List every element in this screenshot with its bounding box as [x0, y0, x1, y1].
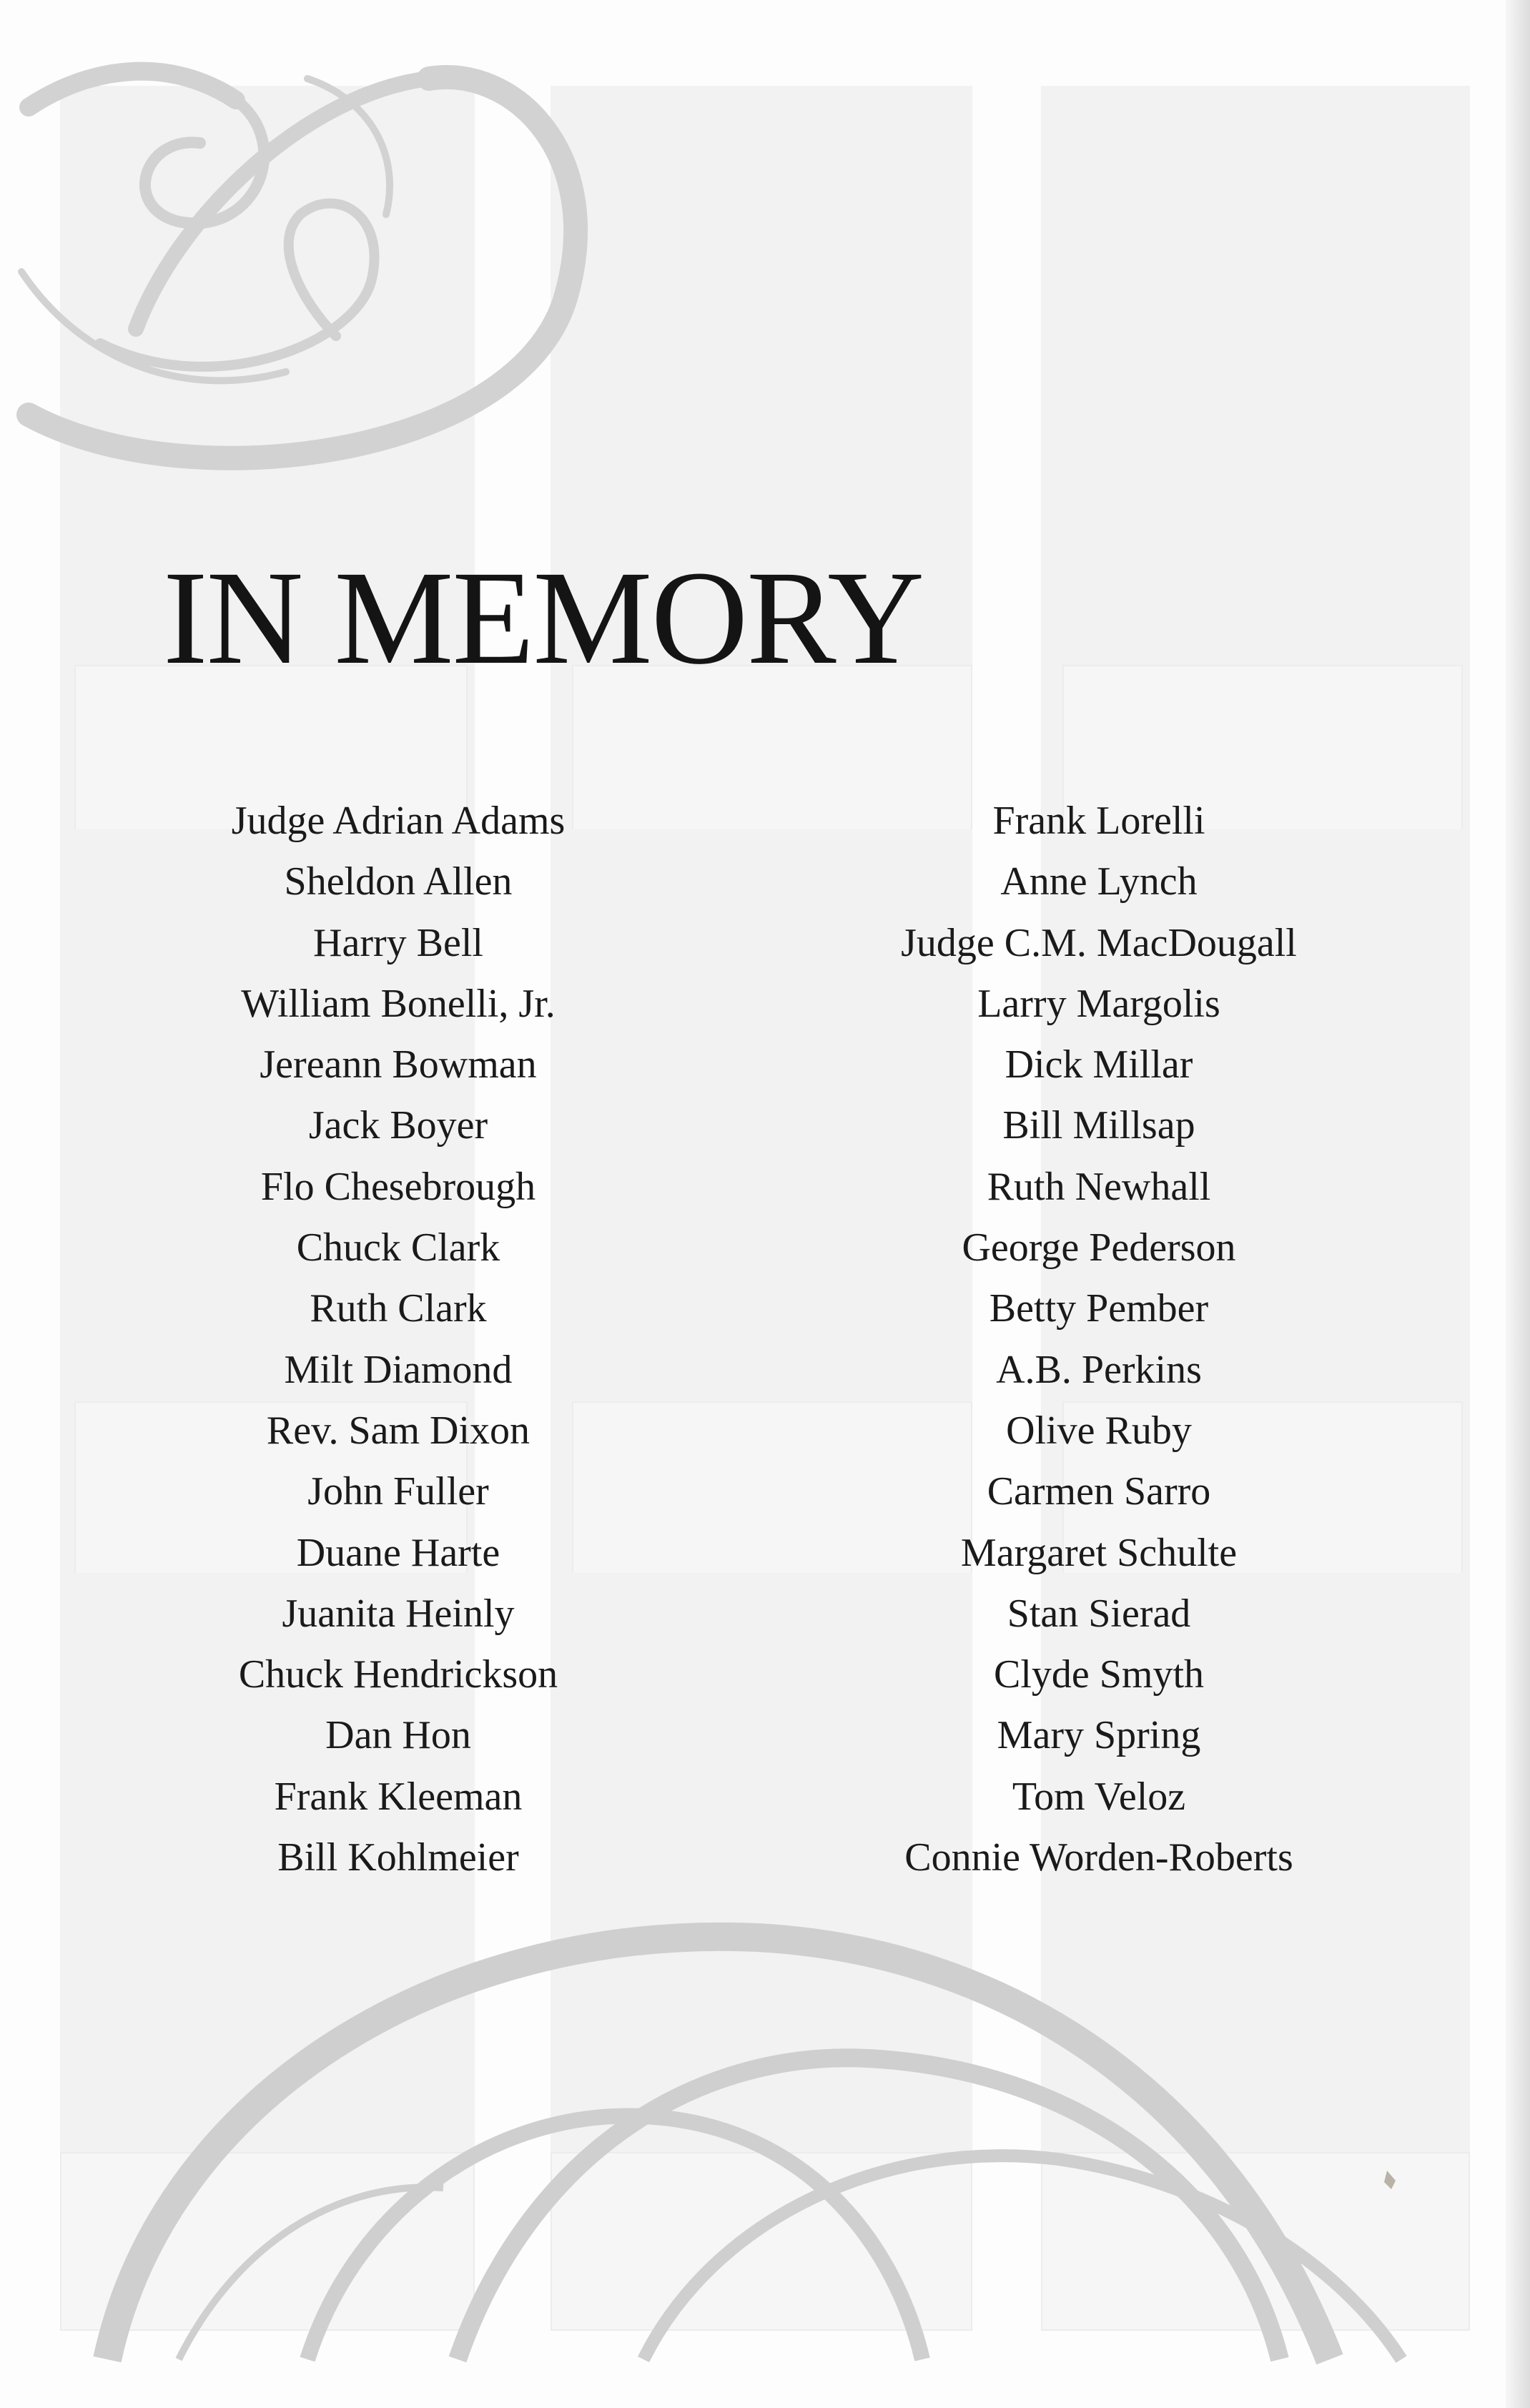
list-item: Carmen Sarro [987, 1469, 1211, 1514]
list-item: Milt Diamond [284, 1347, 513, 1392]
list-item: A.B. Perkins [996, 1347, 1202, 1392]
list-item: Bill Millsap [1002, 1103, 1195, 1148]
list-item: Harry Bell [313, 920, 483, 965]
list-item: Juanita Heinly [282, 1591, 515, 1636]
list-item: Ruth Clark [310, 1286, 487, 1331]
list-item: Flo Chesebrough [260, 1164, 536, 1209]
list-item: Dan Hon [325, 1713, 471, 1758]
list-item: John Fuller [307, 1469, 489, 1514]
list-item: Frank Lorelli [992, 799, 1205, 843]
list-item: Connie Worden-Roberts [904, 1835, 1293, 1880]
names-column-right [849, 791, 1349, 1888]
list-item: Tom Veloz [1012, 1774, 1186, 1819]
page-title: IN MEMORY [163, 543, 924, 692]
list-item: Ruth Newhall [987, 1164, 1211, 1209]
names-column-left [184, 791, 613, 1888]
list-item: George Pederson [962, 1225, 1236, 1270]
list-item: Frank Kleeman [274, 1774, 523, 1819]
list-item: Betty Pember [989, 1286, 1209, 1331]
list-item: Judge C.M. MacDougall [901, 920, 1297, 965]
list-item: Margaret Schulte [960, 1530, 1238, 1575]
list-item: Chuck Clark [296, 1225, 500, 1270]
list-item: Olive Ruby [1006, 1408, 1192, 1453]
list-item: Anne Lynch [1000, 859, 1198, 904]
list-item: Sheldon Allen [284, 859, 513, 904]
list-item: Clyde Smyth [993, 1652, 1205, 1697]
list-item: Stan Sierad [1007, 1591, 1191, 1636]
list-item: Judge Adrian Adams [231, 799, 566, 843]
list-item: Chuck Hendrickson [238, 1652, 558, 1697]
list-item: Mary Spring [997, 1713, 1201, 1758]
list-item: Larry Margolis [977, 981, 1220, 1026]
list-item: Duane Harte [296, 1530, 500, 1575]
page-edge [1506, 0, 1530, 2408]
list-item: Jereann Bowman [260, 1042, 537, 1087]
list-item: Jack Boyer [308, 1103, 488, 1148]
list-item: Bill Kohlmeier [277, 1835, 519, 1880]
list-item: William Bonelli, Jr. [241, 981, 556, 1026]
list-item: Dick Millar [1005, 1042, 1193, 1087]
list-item: Rev. Sam Dixon [266, 1408, 530, 1453]
